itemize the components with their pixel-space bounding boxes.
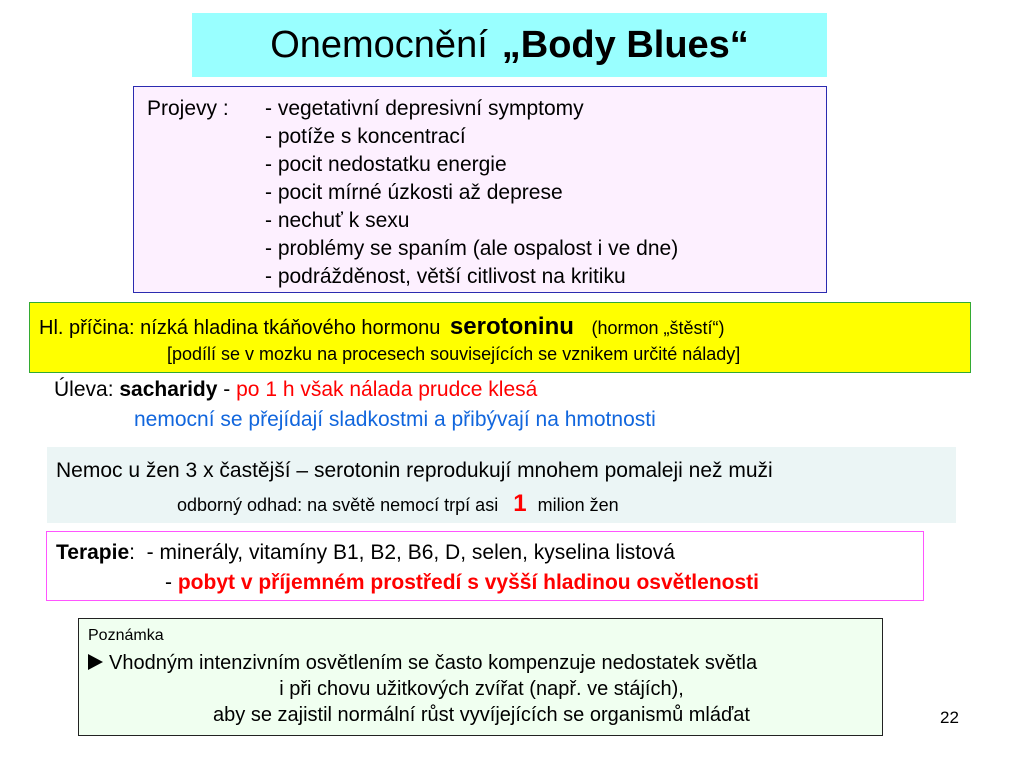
note-line-1-text: Vhodným intenzivním osvětlením se často kompenzuje nedostatek světla [109, 652, 758, 674]
symptoms-list [265, 95, 678, 291]
estimate-number: 1 [513, 490, 527, 517]
relief-dash: - [223, 378, 231, 401]
overeating-line: nemocní se přejídají sladkostmi a přibývají na hmotnosti [134, 408, 656, 431]
therapy-colon: : [129, 541, 135, 564]
estimate-unit: milion žen [537, 495, 619, 515]
symptom-item: - nechuť k sexu [265, 209, 410, 232]
cause-box [29, 302, 971, 373]
therapy-minerals: - minerály, vitamíny B1, B2, B6, D, selen, kyselina listová [146, 541, 675, 564]
women-line: Nemoc u žen 3 x častější – serotonin reprodukují mnohem pomaleji než muži [56, 459, 773, 482]
therapy-box [46, 531, 924, 601]
symptoms-label: Projevy : [147, 97, 229, 120]
relief-line [54, 378, 537, 402]
symptom-item: - podrážděnost, větší citlivost na kritiku [265, 265, 626, 288]
therapy-line-1 [56, 541, 675, 565]
cause-line [39, 313, 725, 341]
symptom-item: - vegetativní depresivní symptomy [265, 97, 584, 120]
cause-text: Hl. příčina: nízká hladina tkáňového hormonu [39, 317, 441, 339]
symptom-item: - pocit mírné úzkosti až deprese [265, 181, 563, 204]
note-line-3: aby se zajistil normální růst vyvíjejících se organismů mláďat [213, 704, 750, 726]
relief-sugars: sacharidy [119, 378, 218, 401]
therapy-label: Terapie [56, 541, 130, 564]
relief-label: Úleva: [54, 378, 114, 401]
slide-title [192, 13, 827, 77]
page-number: 22 [940, 708, 959, 727]
cause-detail: [podílí se v mozku na procesech souvisejících se vznikem určité nálady] [167, 344, 741, 364]
title-prefix: Onemocnění [270, 23, 488, 66]
note-line-1 [88, 652, 757, 675]
therapy-line-2 [165, 571, 759, 595]
estimate-text: odborný odhad: na světě nemocí trpí asi [177, 495, 499, 515]
note-heading: Poznámka [88, 627, 164, 644]
note-box [78, 618, 883, 736]
cause-hormone-note: (hormon „štěstí“) [591, 318, 725, 338]
women-box [47, 447, 956, 523]
arrow-bullet-icon [88, 654, 103, 670]
title-bold: „Body Blues“ [501, 23, 749, 66]
cause-serotonin: serotoninu [449, 313, 574, 340]
symptom-item: - problémy se spaním (ale ospalost i ve dne) [265, 237, 679, 260]
symptom-item: - potíže s koncentrací [265, 125, 466, 148]
therapy-dash: - [165, 571, 172, 594]
note-line-2: i při chovu užitkových zvířat (např. ve stájích), [279, 678, 684, 700]
symptoms-box [133, 86, 827, 293]
symptom-item: - pocit nedostatku energie [265, 153, 507, 176]
estimate-line [177, 490, 619, 518]
therapy-light: pobyt v příjemném prostředí s vyšší hladinou osvětlenosti [177, 571, 759, 594]
relief-warning: po 1 h však nálada prudce klesá [236, 378, 538, 401]
